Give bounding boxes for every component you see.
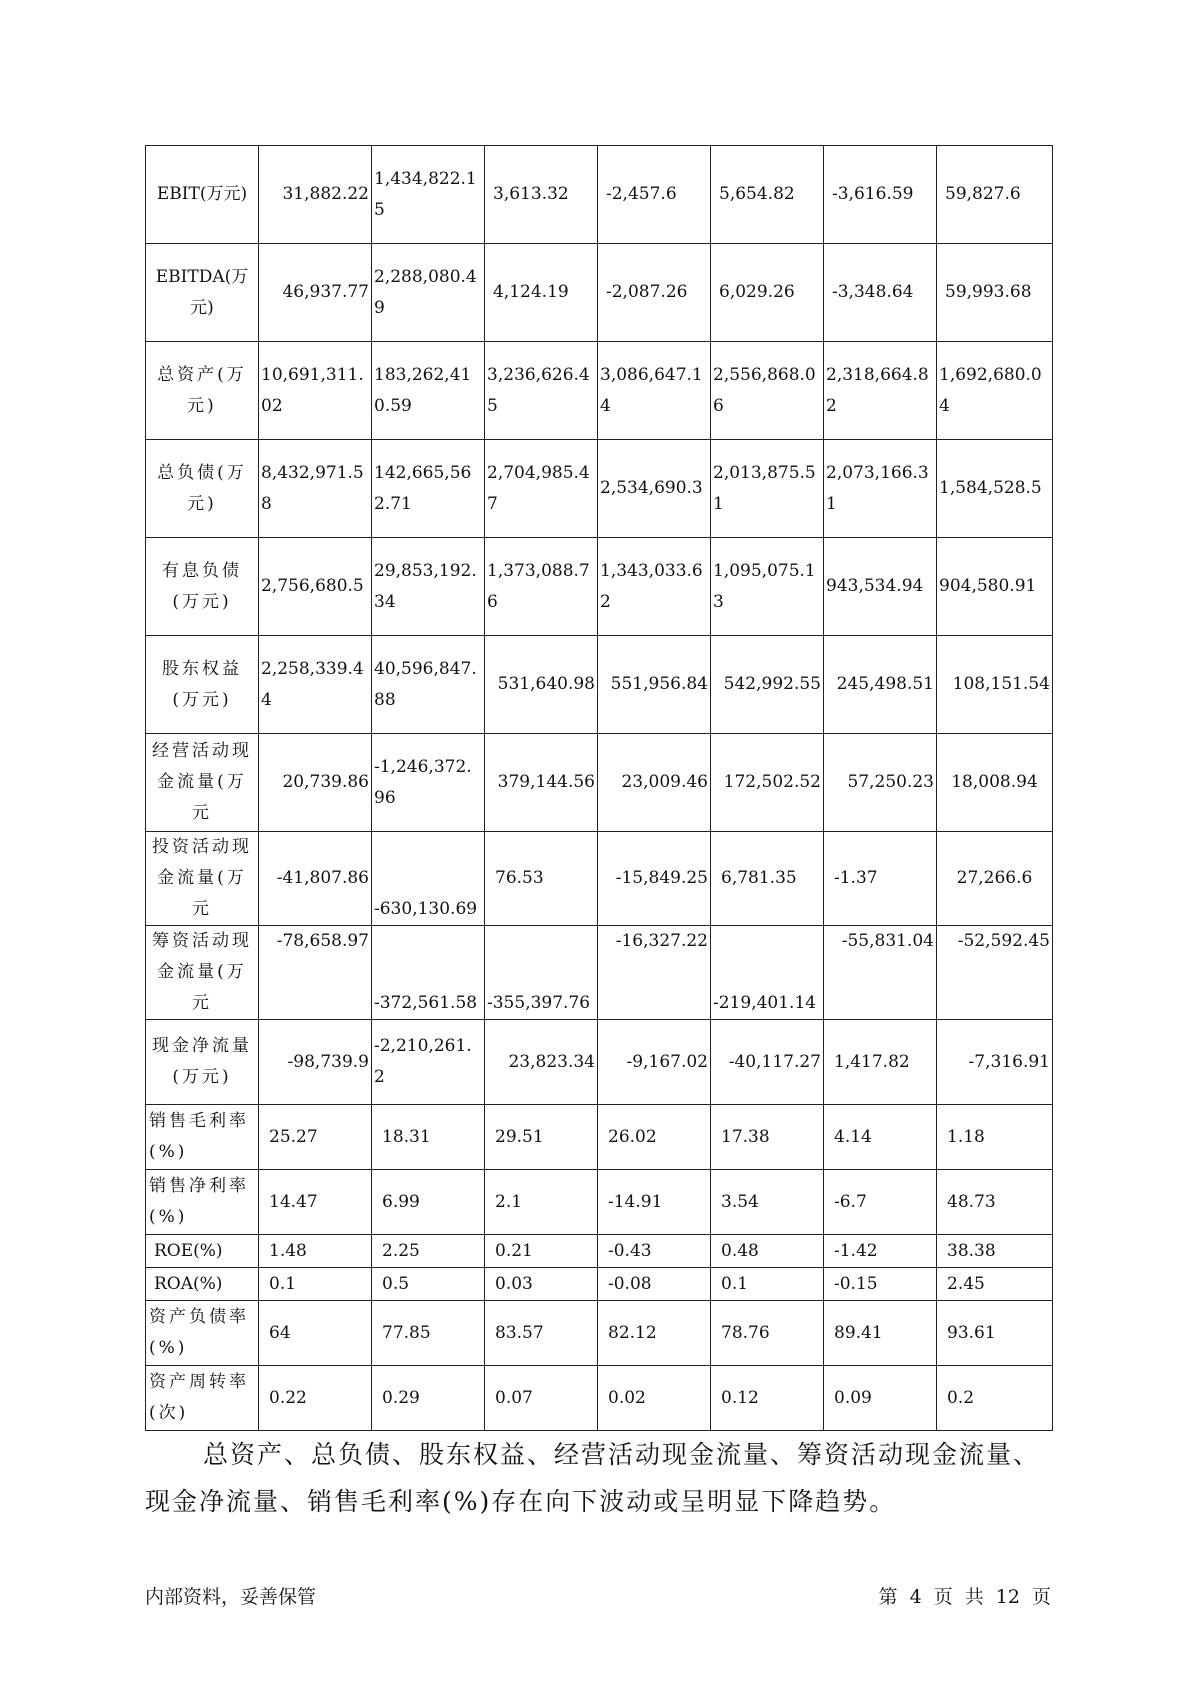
table-row	[146, 244, 1053, 342]
table-cell: 18,008.94	[937, 734, 1053, 832]
table-cell: 0.12	[711, 1366, 824, 1431]
table-cell: 0.29	[372, 1366, 485, 1431]
table-cell: 18.31	[372, 1105, 485, 1170]
table-cell: 0.21	[485, 1235, 598, 1268]
row-label: EBIT(万元)	[146, 146, 259, 244]
table-cell: -55,831.04	[824, 926, 937, 1020]
table-cell: -6.7	[824, 1170, 937, 1235]
table-cell: 0.09	[824, 1366, 937, 1431]
table-cell: 20,739.86	[259, 734, 372, 832]
table-cell: -14.91	[598, 1170, 711, 1235]
table-cell: 2,756,680.5	[259, 538, 372, 636]
table-cell: 0.1	[259, 1268, 372, 1301]
row-label: ROE(%)	[146, 1235, 259, 1268]
table-cell: 17.38	[711, 1105, 824, 1170]
table-cell: 142,665,562.71	[372, 440, 485, 538]
table-cell: 0.48	[711, 1235, 824, 1268]
table-cell: 46,937.77	[259, 244, 372, 342]
table-cell: 40,596,847.88	[372, 636, 485, 734]
row-label: 筹资活动现金流量(万元	[146, 926, 259, 1020]
row-label: 销售净利率(%)	[146, 1170, 259, 1235]
table-cell: -16,327.22	[598, 926, 711, 1020]
row-label: 有息负债(万元)	[146, 538, 259, 636]
table-cell: 6.99	[372, 1170, 485, 1235]
table-cell: 83.57	[485, 1301, 598, 1366]
table-cell: 0.5	[372, 1268, 485, 1301]
table-cell: 57,250.23	[824, 734, 937, 832]
table-row	[146, 1170, 1053, 1235]
table-cell: 551,956.84	[598, 636, 711, 734]
table-cell: 0.2	[937, 1366, 1053, 1431]
table-cell: 29.51	[485, 1105, 598, 1170]
table-cell: 1,343,033.62	[598, 538, 711, 636]
table-cell: -0.08	[598, 1268, 711, 1301]
table-row	[146, 926, 1053, 1020]
row-label: 投资活动现金流量(万元	[146, 832, 259, 926]
table-cell: 25.27	[259, 1105, 372, 1170]
table-cell: 0.07	[485, 1366, 598, 1431]
table-row	[146, 342, 1053, 440]
table-cell: -2,087.26	[598, 244, 711, 342]
table-cell: 2.45	[937, 1268, 1053, 1301]
table-cell: -52,592.45	[937, 926, 1053, 1020]
table-cell: 38.38	[937, 1235, 1053, 1268]
table-cell: 3.54	[711, 1170, 824, 1235]
table-cell: 943,534.94	[824, 538, 937, 636]
table-cell: 172,502.52	[711, 734, 824, 832]
table-cell: 1,417.82	[824, 1020, 937, 1105]
table-cell: 183,262,410.59	[372, 342, 485, 440]
table-cell: 904,580.91	[937, 538, 1053, 636]
row-label: 股东权益(万元)	[146, 636, 259, 734]
table-cell: 59,993.68	[937, 244, 1053, 342]
table-row	[146, 1105, 1053, 1170]
table-cell: 59,827.6	[937, 146, 1053, 244]
table-cell: 2,556,868.06	[711, 342, 824, 440]
table-cell: 2,258,339.44	[259, 636, 372, 734]
table-cell: 3,086,647.14	[598, 342, 711, 440]
table-cell: 93.61	[937, 1301, 1053, 1366]
table-cell: -7,316.91	[937, 1020, 1053, 1105]
table-cell: -2,457.6	[598, 146, 711, 244]
table-row	[146, 832, 1053, 926]
table-cell: 0.1	[711, 1268, 824, 1301]
table-row	[146, 1235, 1053, 1268]
table-cell: 1,692,680.04	[937, 342, 1053, 440]
table-cell: -1.42	[824, 1235, 937, 1268]
row-label: 经营活动现金流量(万元	[146, 734, 259, 832]
table-cell: 6,029.26	[711, 244, 824, 342]
table-row	[146, 1020, 1053, 1105]
table-cell: -3,616.59	[824, 146, 937, 244]
table-cell: 76.53	[485, 832, 598, 926]
row-label: 现金净流量(万元)	[146, 1020, 259, 1105]
table-cell: -15,849.25	[598, 832, 711, 926]
table-row	[146, 636, 1053, 734]
table-cell: -0.15	[824, 1268, 937, 1301]
row-label: 资产周转率(次)	[146, 1366, 259, 1431]
table-cell: 1,373,088.76	[485, 538, 598, 636]
table-cell: 1,584,528.5	[937, 440, 1053, 538]
table-cell: 48.73	[937, 1170, 1053, 1235]
table-cell: 3,236,626.45	[485, 342, 598, 440]
table-cell: 0.22	[259, 1366, 372, 1431]
table-cell: -78,658.97	[259, 926, 372, 1020]
table-cell: -1.37	[824, 832, 937, 926]
table-cell: 542,992.55	[711, 636, 824, 734]
table-cell: 82.12	[598, 1301, 711, 1366]
table-cell: 1.18	[937, 1105, 1053, 1170]
footer-page-number: 第 4 页 共 12 页	[878, 1586, 1051, 1608]
table-cell: 23,823.34	[485, 1020, 598, 1105]
table-cell: 64	[259, 1301, 372, 1366]
table-cell: 2,013,875.51	[711, 440, 824, 538]
table-cell: 2.25	[372, 1235, 485, 1268]
table-cell: -0.43	[598, 1235, 711, 1268]
table-cell: 531,640.98	[485, 636, 598, 734]
table-row	[146, 1268, 1053, 1301]
table-cell: 0.02	[598, 1366, 711, 1431]
table-row	[146, 538, 1053, 636]
table-cell: 2.1	[485, 1170, 598, 1235]
table-cell: 4.14	[824, 1105, 937, 1170]
table-cell: 108,151.54	[937, 636, 1053, 734]
table-cell: 1,095,075.13	[711, 538, 824, 636]
table-row	[146, 146, 1053, 244]
table-cell: 1.48	[259, 1235, 372, 1268]
table-cell: -98,739.9	[259, 1020, 372, 1105]
table-cell: 3,613.32	[485, 146, 598, 244]
table-row	[146, 1301, 1053, 1366]
row-label: 资产负债率(%)	[146, 1301, 259, 1366]
table-cell: -41,807.86	[259, 832, 372, 926]
table-cell: -1,246,372.96	[372, 734, 485, 832]
table-cell: 2,073,166.31	[824, 440, 937, 538]
table-cell: 23,009.46	[598, 734, 711, 832]
table-cell: 14.47	[259, 1170, 372, 1235]
table-cell: 27,266.6	[937, 832, 1053, 926]
table-cell: 245,498.51	[824, 636, 937, 734]
table-cell: -40,117.27	[711, 1020, 824, 1105]
summary-paragraph: 总资产、总负债、股东权益、经营活动现金流量、筹资活动现金流量、现金净流量、销售毛利率(%)存在向下波动或呈明显下降趋势。	[145, 1440, 1041, 1516]
table-cell: 379,144.56	[485, 734, 598, 832]
row-label: 总资产(万元)	[146, 342, 259, 440]
table-row	[146, 440, 1053, 538]
table-cell: 31,882.22	[259, 146, 372, 244]
table-cell: 10,691,311.02	[259, 342, 372, 440]
table-row	[146, 734, 1053, 832]
table-cell: 2,318,664.82	[824, 342, 937, 440]
table-cell: -9,167.02	[598, 1020, 711, 1105]
table-cell: -355,397.76	[485, 926, 598, 1020]
row-label: ROA(%)	[146, 1268, 259, 1301]
row-label: EBITDA(万元)	[146, 244, 259, 342]
financial-table	[145, 145, 1053, 1431]
table-cell: 89.41	[824, 1301, 937, 1366]
table-cell: -3,348.64	[824, 244, 937, 342]
table-cell: 78.76	[711, 1301, 824, 1366]
table-cell: -219,401.14	[711, 926, 824, 1020]
table-cell: 5,654.82	[711, 146, 824, 244]
table-cell: 6,781.35	[711, 832, 824, 926]
table-cell: 77.85	[372, 1301, 485, 1366]
row-label: 销售毛利率(%)	[146, 1105, 259, 1170]
footer-confidential-note: 内部资料，妥善保管	[145, 1586, 317, 1608]
table-cell: 2,288,080.49	[372, 244, 485, 342]
table-cell: -2,210,261.2	[372, 1020, 485, 1105]
table-cell: 0.03	[485, 1268, 598, 1301]
table-cell: 1,434,822.15	[372, 146, 485, 244]
row-label: 总负债(万元)	[146, 440, 259, 538]
table-cell: 2,534,690.3	[598, 440, 711, 538]
table-cell: 8,432,971.58	[259, 440, 372, 538]
table-cell: 2,704,985.47	[485, 440, 598, 538]
table-cell: 29,853,192.34	[372, 538, 485, 636]
table-row	[146, 1366, 1053, 1431]
table-cell: 26.02	[598, 1105, 711, 1170]
table-cell: 4,124.19	[485, 244, 598, 342]
financial-table-body	[146, 146, 1053, 1431]
table-cell: -630,130.69	[372, 832, 485, 926]
table-cell: -372,561.58	[372, 926, 485, 1020]
